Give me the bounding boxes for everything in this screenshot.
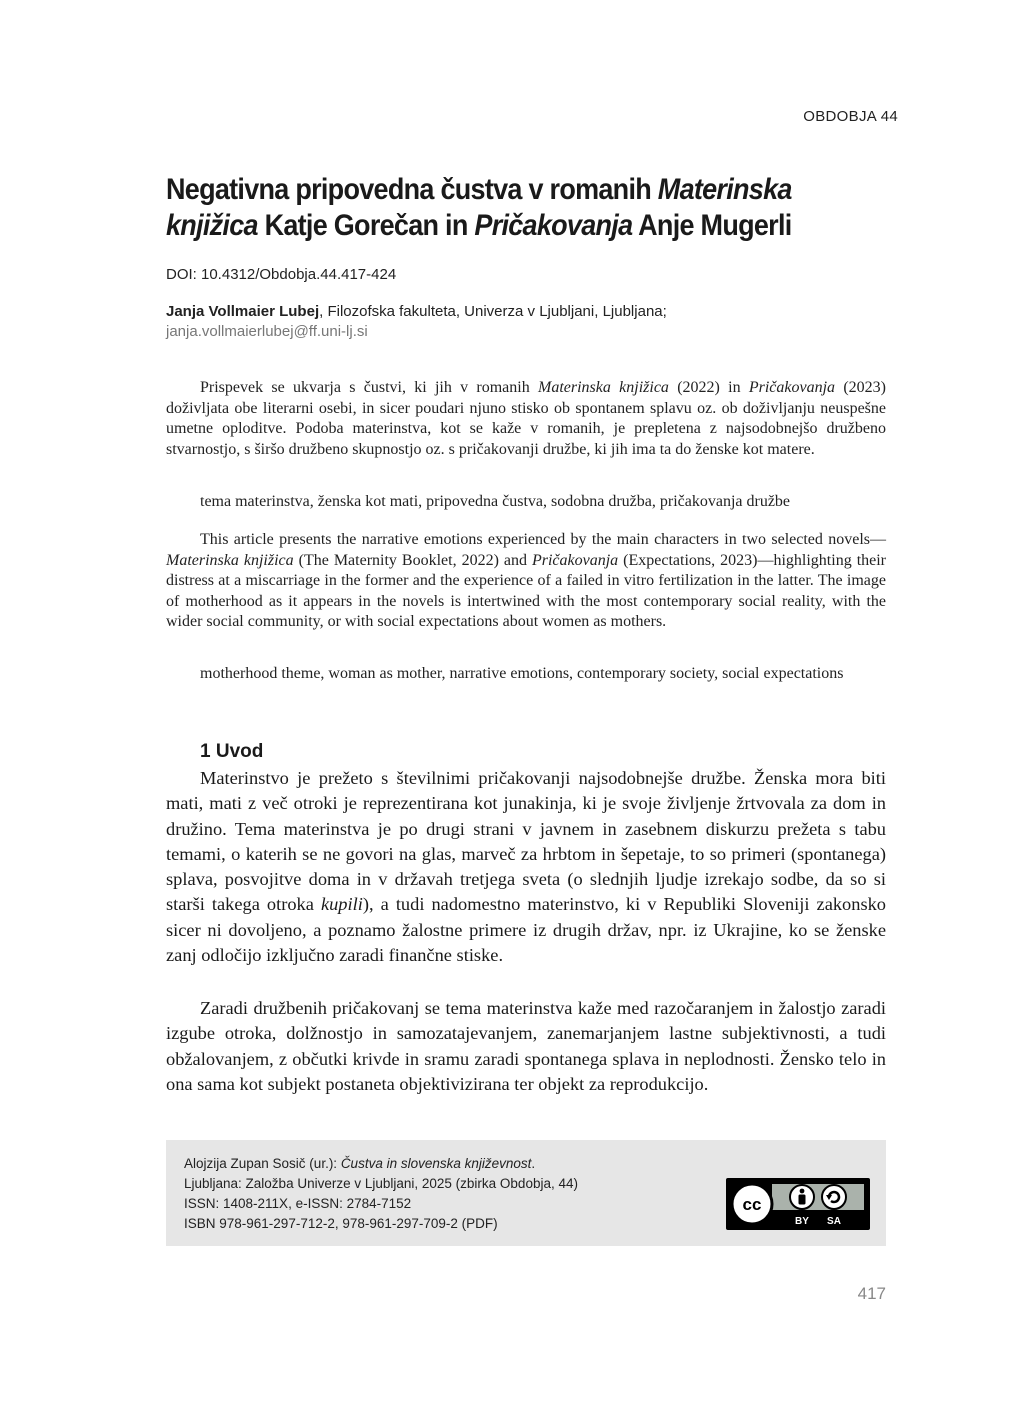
body-paragraph-1 [166, 766, 886, 968]
sa-label: SA [827, 1216, 841, 1227]
by-icon-body [799, 1195, 806, 1205]
imprint-isbn: ISBN 978-961-297-712-2, 978-961-297-709-2 (PDF) [184, 1216, 498, 1231]
section-heading: 1 Uvod [200, 741, 264, 762]
imprint-title-end: . [531, 1156, 536, 1171]
abstract-slovene [166, 378, 886, 460]
abstract-sl-italic-1: Materinska knjižica [538, 379, 669, 396]
para1-italic: kupili [320, 894, 363, 915]
author-email[interactable]: janja.vollmaierlubej@ff.uni-lj.si [166, 323, 368, 340]
author-block [166, 302, 896, 342]
keywords-en-text: motherhood theme, woman as mother, narrative emotions, contemporary society, social expectations [200, 665, 844, 682]
imprint-box [166, 1140, 886, 1246]
abstract-en-italic-2: Pričakovanja [531, 551, 619, 569]
imprint-text [184, 1154, 704, 1234]
title-novel-2: Pričakovanja [474, 209, 633, 242]
abstract-sl-text-3: (2023) doživljata obe literarni osebi, in sicer poudari njuno stisko ob spontanem splavu oz. ob doživljanju neuspešne umetne oploditve. Podoba materinstva, kot se kaže v romanih, je prepletena z najsodobnejšo družbeno stvarnostjo, s širšo družbeno skupnostjo oz. s pričakovanji družbe, ki jih ima ta do ženske kot matere. [166, 379, 886, 458]
para1-text-2: ), a tudi nadomestno materinstvo, ki v Republiki Sloveniji zakonsko sicer ni dovoljeno, a poznamo žalostne primere iz drugih držav, npr. iz Ukrajine, ko se ženske zanj odločijo izključno zaradi finančne stiske. [166, 894, 886, 966]
abstract-english [166, 530, 886, 633]
para1-text-1: Materinstvo je prežeto s številnimi pričakovanji najsodobnejše družbe. Ženska mora biti mati, mati z več otroki je reprezentirana kot junakinja, ki je svoje življenje žrtvovala za dom in družino. Tema materinstva je po drugi strani v javnem in zasebnem diskurzu prežeta s tabu temami, o katerih se ne govori na glas, marveč za hrbtom in šepetaje, to so primeri (spontanega) splava, posvojitve doma in v državah tretjega sveta (o slednjih ljudje izrekajo sodbe, da so si starši takega otroka [166, 768, 886, 915]
imprint-book-title: Čustva in slovenska književnost [340, 1156, 532, 1171]
cc-by-sa-logo [726, 1178, 870, 1230]
title-part-3: Katje Gorečan in [257, 209, 475, 242]
imprint-publisher: Ljubljana: Založba Univerze v Ljubljani, 2025 (zbirka Obdobja, 44) [184, 1176, 578, 1191]
abstract-en-text-2: (The Maternity Booklet, 2022) and [293, 551, 532, 569]
title-part-5: Anje Mugerli [632, 209, 792, 242]
abstract-en-text-3: (Expectations, 2023)—highlighting their distress at a miscarriage in the former and the experience of a failed in vitro fertilization in the latter. The image of motherhood as it appears in the novels is intertwined with the most contemporary social reality, with the wider social community, or with social expectations about women as mothers. [166, 551, 887, 630]
author-affiliation: , Filozofska fakulteta, Univerza v Ljubljani, Ljubljana; [319, 303, 667, 320]
abstract-en-text-1: This article presents the narrative emotions experienced by the main characters in two selected novels— [200, 531, 886, 548]
abstract-sl-text-2: (2022) in [668, 379, 749, 396]
author-name: Janja Vollmaier Lubej [166, 303, 320, 320]
abstract-sl-text-1: Prispevek se ukvarja s čustvi, ki jih v romanih [200, 379, 538, 396]
article-title [166, 172, 796, 244]
imprint-issn: ISSN: 1408-211X, e-ISSN: 2784-7152 [184, 1196, 412, 1211]
imprint-editor-line [184, 1154, 704, 1174]
imprint-editor: Alojzija Zupan Sosič (ur.): [184, 1156, 341, 1171]
abstract-en-italic-1: Materinska knjižica [166, 551, 294, 569]
badge-top-strip [772, 1184, 864, 1210]
page-number: 417 [857, 1284, 886, 1303]
running-head: OBDOBJA 44 [803, 108, 898, 125]
by-label: BY [795, 1216, 809, 1227]
body-paragraph-2 [166, 996, 886, 1097]
title-novel-1: Materinska knjižica [166, 173, 792, 242]
abstract-sl-italic-2: Pričakovanja [748, 379, 836, 396]
by-icon-head [800, 1189, 805, 1194]
title-part-1: Negativna pripovedna čustva v romanih [166, 173, 658, 206]
keywords-english [166, 664, 886, 685]
sa-share-alike-icon [822, 1185, 846, 1209]
para2-text: Zaradi družbenih pričakovanj se tema materinstva kaže med razočaranjem in žalostjo zaradi izgube otroka, dolžnostjo in samozatajevanjem, zanemarjanjem lastne subjektivnosti, a tudi obžalovanjem, z občutki krivde in sramu zaradi spontanega splava in neplodnosti. Žensko telo in ona sama kot subjekt postaneta objektivizirana ter objekt za reprodukcijo. [166, 998, 886, 1094]
keywords-slovene [166, 492, 886, 513]
keywords-sl-text: tema materinstva, ženska kot mati, pripovedna čustva, sodobna družba, pričakovanja družbe [200, 493, 791, 510]
doi-line[interactable]: DOI: 10.4312/Obdobja.44.417-424 [166, 266, 397, 283]
cc-by-sa-license-badge[interactable] [726, 1178, 870, 1230]
cc-icon-label: cc [742, 1195, 762, 1214]
